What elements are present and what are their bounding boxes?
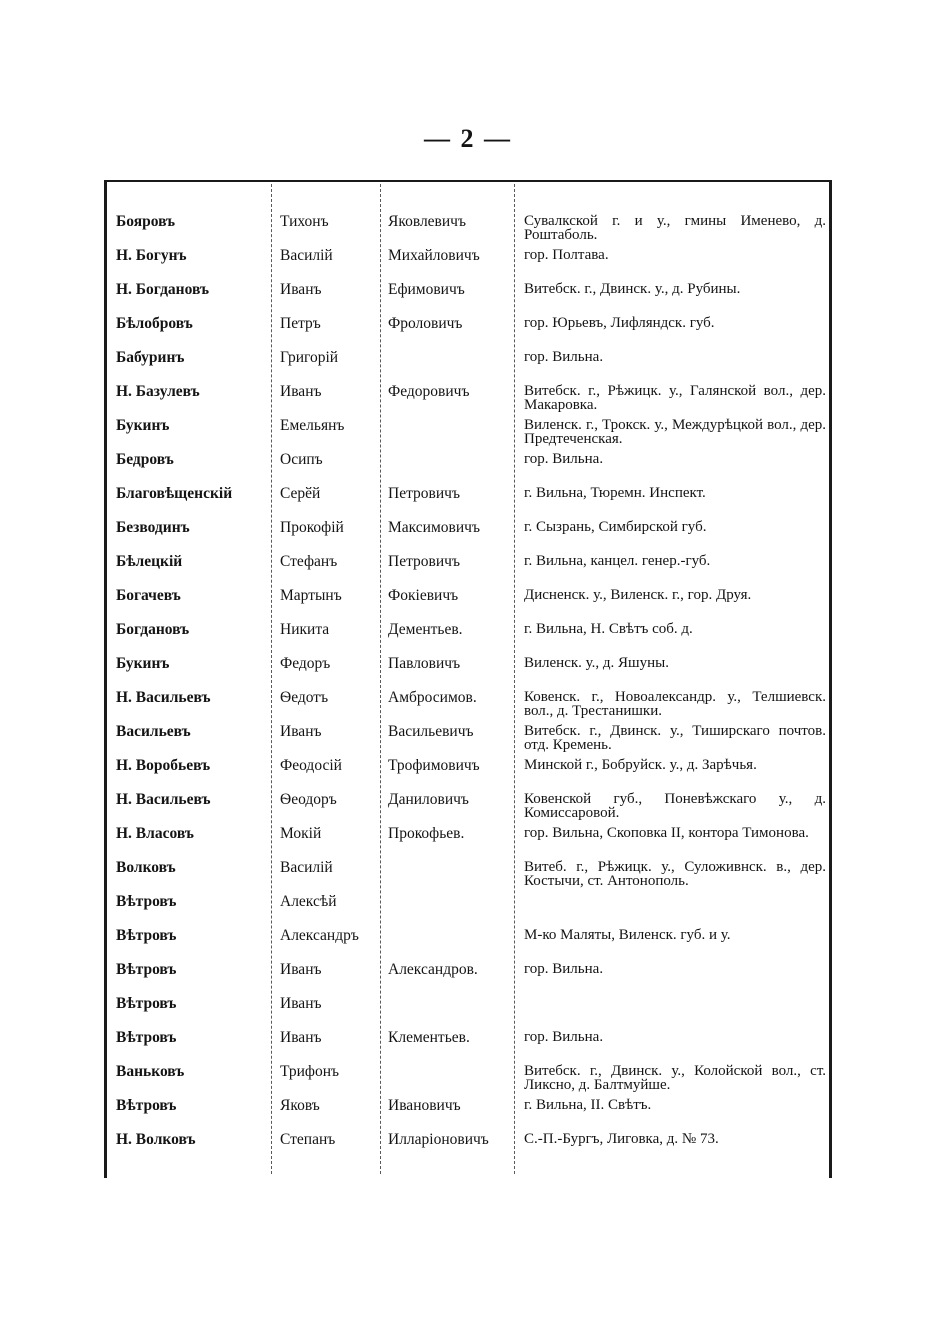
address-cell: г. Сызрань, Симбирской губ. (524, 519, 707, 535)
first-name-cell: Федоръ (280, 655, 331, 672)
surname-cell: Благовѣщенскій (116, 485, 233, 502)
first-name-cell: Ѳедотъ (280, 689, 329, 706)
address-cell: г. Вильна, канцел. генер.-губ. (524, 553, 711, 569)
table-row (104, 588, 832, 622)
surname-cell: Ваньковъ (116, 1063, 185, 1080)
address-cell: Витебск. г., Двинск. у., д. Рубины. (524, 281, 741, 297)
first-name-cell: Прокофій (280, 519, 344, 536)
surname-cell: Бояровъ (116, 213, 176, 230)
register-rows (104, 214, 832, 1166)
surname-cell: Н. Власовъ (116, 825, 194, 842)
first-name-cell: Степанъ (280, 1131, 336, 1148)
table-row (104, 826, 832, 860)
address-cell: Виленск. г., Трокск. у., Междурѣцкой вол., дер. Предтеченская. (524, 417, 826, 447)
patronymic-cell: Амбросимов. (388, 689, 477, 706)
table-row (104, 962, 832, 996)
table-row (104, 248, 832, 282)
table-row (104, 690, 832, 724)
table-row (104, 486, 832, 520)
first-name-cell: Петръ (280, 315, 321, 332)
first-name-cell: Мокій (280, 825, 322, 842)
patronymic-cell: Фокіевичъ (388, 587, 459, 604)
surname-cell: Н. Воробьевъ (116, 757, 211, 774)
patronymic-cell: Александров. (388, 961, 478, 978)
first-name-cell: Яковъ (280, 1097, 320, 1114)
address-cell: Ковенск. г., Новоалександр. у., Телшиевск. вол., д. Трестанишки. (524, 689, 826, 719)
first-name-cell: Серӗй (280, 485, 321, 502)
surname-cell: Н. Богунъ (116, 247, 187, 264)
address-cell: Виленск. у., д. Яшуны. (524, 655, 669, 671)
address-cell: г. Вильна, II. Свѣтъ. (524, 1097, 652, 1113)
first-name-cell: Григорій (280, 349, 339, 366)
address-cell: гор. Полтава. (524, 247, 609, 263)
table-row (104, 656, 832, 690)
address-cell: гор. Вильна. (524, 1029, 604, 1045)
first-name-cell: Феодосій (280, 757, 342, 774)
table-row (104, 1030, 832, 1064)
patronymic-cell: Фроловичъ (388, 315, 463, 332)
surname-cell: Н. Базулевъ (116, 383, 200, 400)
surname-cell: Вѣтровъ (116, 1029, 177, 1046)
table-row (104, 1064, 832, 1098)
patronymic-cell: Максимовичъ (388, 519, 480, 536)
address-cell: г. Вильна, Н. Свѣтъ соб. д. (524, 621, 693, 637)
table-row (104, 316, 832, 350)
first-name-cell: Никита (280, 621, 330, 638)
address-cell: гор. Вильна. (524, 451, 604, 467)
first-name-cell: Иванъ (280, 281, 322, 298)
first-name-cell: Василій (280, 247, 333, 264)
first-name-cell: Стефанъ (280, 553, 338, 570)
surname-cell: Волковъ (116, 859, 176, 876)
surname-cell: Бедровъ (116, 451, 174, 468)
first-name-cell: Алексѣй (280, 893, 337, 910)
first-name-cell: Иванъ (280, 1029, 322, 1046)
table-row (104, 1132, 832, 1166)
surname-cell: Букинъ (116, 417, 170, 434)
table-row (104, 1098, 832, 1132)
table-row (104, 792, 832, 826)
patronymic-cell: Илларіоновичъ (388, 1131, 489, 1148)
patronymic-cell: Михайловичъ (388, 247, 480, 264)
surname-cell: Вѣтровъ (116, 995, 177, 1012)
table-row (104, 894, 832, 928)
surname-cell: Васильевъ (116, 723, 191, 740)
first-name-cell: Ѳеодоръ (280, 791, 337, 808)
table-row (104, 384, 832, 418)
address-cell: г. Вильна, Тюремн. Инспект. (524, 485, 706, 501)
table-row (104, 622, 832, 656)
first-name-cell: Осипъ (280, 451, 323, 468)
patronymic-cell: Петровичъ (388, 485, 460, 502)
first-name-cell: Иванъ (280, 383, 322, 400)
surname-cell: Вѣтровъ (116, 961, 177, 978)
register-table (104, 180, 832, 1178)
surname-cell: Богдановъ (116, 621, 190, 638)
surname-cell: Вѣтровъ (116, 893, 177, 910)
patronymic-cell: Ефимовичъ (388, 281, 465, 298)
table-row (104, 350, 832, 384)
address-cell: Дисненск. у., Виленск. г., гор. Друя. (524, 587, 752, 603)
table-row (104, 928, 832, 962)
table-row (104, 724, 832, 758)
surname-cell: Бѣлецкій (116, 553, 183, 570)
surname-cell: Вѣтровъ (116, 1097, 177, 1114)
first-name-cell: Иванъ (280, 723, 322, 740)
patronymic-cell: Дементьев. (388, 621, 463, 638)
surname-cell: Н. Васильевъ (116, 791, 211, 808)
patronymic-cell: Прокофьев. (388, 825, 465, 842)
first-name-cell: Трифонъ (280, 1063, 340, 1080)
address-cell: С.-П.-Бургъ, Лиговка, д. № 73. (524, 1131, 719, 1147)
surname-cell: Н. Волковъ (116, 1131, 196, 1148)
address-cell: Витебск. г., Рѣжицк. у., Галянской вол., дер. Макаровка. (524, 383, 826, 413)
first-name-cell: Емельянъ (280, 417, 345, 434)
address-cell: гор. Вильна. (524, 349, 604, 365)
table-row (104, 520, 832, 554)
patronymic-cell: Петровичъ (388, 553, 460, 570)
address-cell: Витебск. г., Двинск. у., Тиширскаго почтов. отд. Кремень. (524, 723, 826, 753)
table-row (104, 452, 832, 486)
address-cell: Витеб. г., Рѣжицк. у., Суложивнск. в., дер. Костычи, ст. Антонополь. (524, 859, 826, 889)
patronymic-cell: Ивановичъ (388, 1097, 461, 1114)
table-top-rule (104, 180, 832, 182)
patronymic-cell: Даниловичъ (388, 791, 469, 808)
page-number: — 2 — (424, 124, 512, 153)
table-row (104, 554, 832, 588)
patronymic-cell: Трофимовичъ (388, 757, 480, 774)
first-name-cell: Мартынъ (280, 587, 342, 604)
table-row (104, 214, 832, 248)
address-cell: Витебск. г., Двинск. у., Колойской вол., ст. Ликсно, д. Балтмуйше. (524, 1063, 826, 1093)
address-cell: гор. Вильна. (524, 961, 604, 977)
surname-cell: Н. Васильевъ (116, 689, 211, 706)
surname-cell: Безводинъ (116, 519, 190, 536)
first-name-cell: Александръ (280, 927, 359, 944)
address-cell: М-ко Маляты, Виленск. губ. и у. (524, 927, 731, 943)
table-row (104, 282, 832, 316)
table-row (104, 996, 832, 1030)
address-cell: Ковенской губ., Поневѣжскаго у., д. Комиссаровой. (524, 791, 826, 821)
first-name-cell: Иванъ (280, 961, 322, 978)
address-cell: Сувалкской г. и у., гмины Именево, д. Роштаболь. (524, 213, 826, 243)
table-row (104, 418, 832, 452)
first-name-cell: Василій (280, 859, 333, 876)
surname-cell: Бѣлобровъ (116, 315, 193, 332)
first-name-cell: Тихонъ (280, 213, 329, 230)
address-cell: гор. Юрьевъ, Лифляндск. губ. (524, 315, 715, 331)
patronymic-cell: Яковлевичъ (388, 213, 466, 230)
first-name-cell: Иванъ (280, 995, 322, 1012)
surname-cell: Н. Богдановъ (116, 281, 209, 298)
surname-cell: Вѣтровъ (116, 927, 177, 944)
surname-cell: Богачевъ (116, 587, 181, 604)
surname-cell: Бабуринъ (116, 349, 185, 366)
address-cell: гор. Вильна, Скоповка II, контора Тимонова. (524, 825, 809, 841)
patronymic-cell: Васильевичъ (388, 723, 474, 740)
patronymic-cell: Павловичъ (388, 655, 461, 672)
table-row (104, 860, 832, 894)
surname-cell: Букинъ (116, 655, 170, 672)
patronymic-cell: Клементьев. (388, 1029, 470, 1046)
address-cell: Минской г., Бобруйск. у., д. Зарѣчья. (524, 757, 757, 773)
patronymic-cell: Федоровичъ (388, 383, 470, 400)
table-row (104, 758, 832, 792)
